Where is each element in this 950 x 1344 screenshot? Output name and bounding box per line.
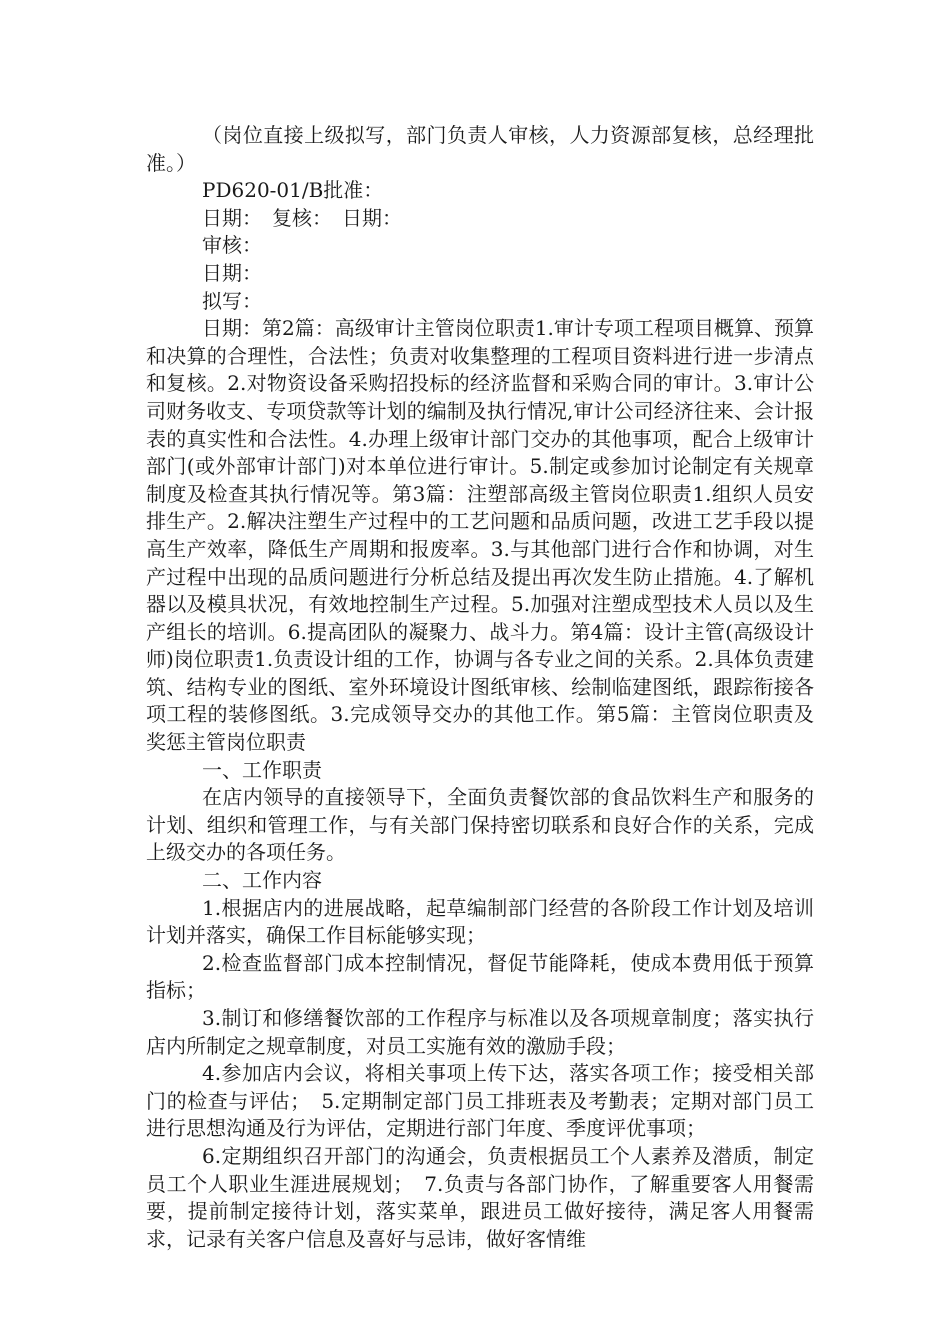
drafter-line: 拟写： bbox=[202, 288, 262, 313]
content-item-1: 1.根据店内的进展战略，起草编制部门经营的各阶段工作计划及培训计划并落实，确保工作目标能够实现； bbox=[146, 895, 814, 948]
approval-note: （岗位直接上级拟写，部门负责人审核，人力资源部复核，总经理批准。） bbox=[146, 123, 814, 175]
content-item-4-5: 4.参加店内会议，将相关事项上传下达，落实各项工作；接受相关部门的检查与评估； 5.定期制定部门员工排班表及考勤表；定期对部门员工进行思想沟通及行为评估，定期进行部门年度、季度评优事项； bbox=[146, 1061, 814, 1141]
section-heading-duties: 一、工作职责 bbox=[202, 757, 322, 782]
date-line: 日期： bbox=[202, 260, 262, 285]
content-item-2: 2.检查监督部门成本控制情况，督促节能降耗，使成本费用低于预算指标； bbox=[146, 950, 814, 1003]
audit-line: 审核： bbox=[202, 233, 262, 258]
body-paragraph: 日期：第2篇：高级审计主管岗位职责1.审计专项工程项目概算、预算和决算的合理性，合法性；负责对收集整理的工程项目资料进行进一步清点和复核。2.对物资设备采购招投标的经济监督和采购合同的审计。3.审计公司财务收支、专项贷款等计划的编制及执行情况,审计公司经济往来、会计报表的真实性和合法性。4.办理上级审计部门交办的其他事项，配合上级审计部门(或外部审计部门)对本单位进行审计。5.制定或参加讨论制定有关规章制度及检查其执行情况等。第3篇：注塑部高级主管岗位职责1.组织人员安排生产。2.解决注塑生产过程中的工艺问题和品质问题，改进工艺手段以提高生产效率，降低生产周期和报废率。3.与其他部门进行合作和协调，对生产过程中出现的品质问题进行分析总结及提出再次发生防止措施。4.了解机器以及模具状况，有效地控制生产过程。5.加强对注塑成型技术人员以及生产组长的培训。6.提高团队的凝聚力、战斗力。第4篇：设计主管(高级设计师)岗位职责1.负责设计组的工作，协调与各专业之间的关系。2.具体负责建筑、结构专业的图纸、室外环境设计图纸审核、绘制临建图纸，跟踪衔接各项工程的装修图纸。3.完成领导交办的其他工作。第5篇：主管岗位职责及奖惩主管岗位职责 bbox=[146, 316, 814, 755]
duties-paragraph: 在店内领导的直接领导下，全面负责餐饮部的食品饮料生产和服务的计划、组织和管理工作，与有关部门保持密切联系和良好合作的关系，完成上级交办的各项任务。 bbox=[146, 785, 814, 865]
content-item-3: 3.制订和修缮餐饮部的工作程序与标准以及各项规章制度；落实执行店内所制定之规章制度，对员工实施有效的激励手段； bbox=[146, 1006, 814, 1058]
document-page bbox=[146, 122, 814, 1253]
content-item-6-7: 6.定期组织召开部门的沟通会，负责根据员工个人素养及潜质，制定员工个人职业生涯进展规划； 7.负责与各部门协作，了解重要客人用餐需要，提前制定接待计划，落实菜单，跟进员工做好接待，满足客人用餐需求，记录有关客户信息及喜好与忌讳，做好客情维 bbox=[146, 1143, 814, 1251]
section-heading-content: 二、工作内容 bbox=[202, 868, 322, 893]
date-review-line: 日期： 复核： 日期： bbox=[202, 205, 402, 230]
form-number: PD620-01/B批准： bbox=[202, 178, 384, 203]
